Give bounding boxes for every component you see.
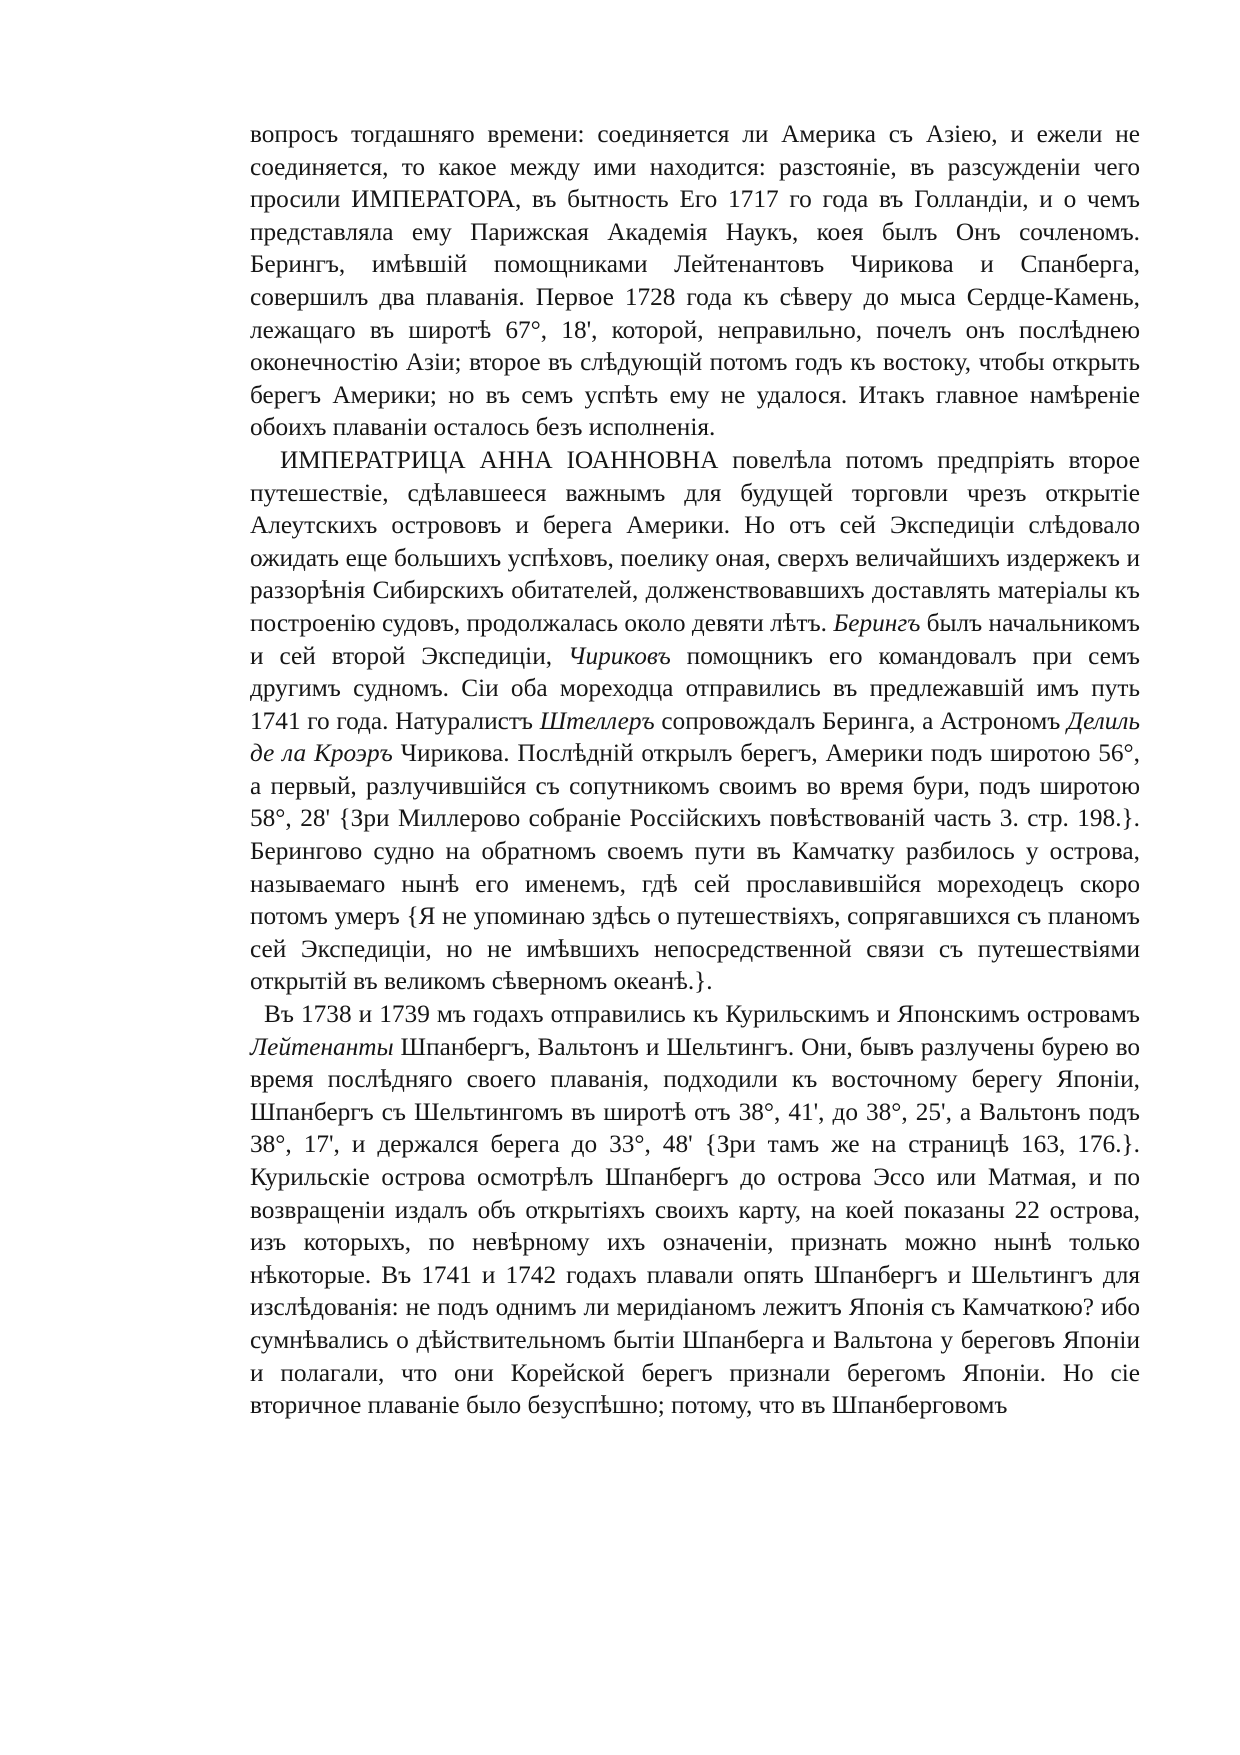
paragraph-anna-ioannovna [250, 444, 1140, 998]
italic-name: Чириковъ [568, 641, 671, 670]
text-segment: сопровождалъ Беринга, а Астрономъ [654, 706, 1068, 735]
text-segment: Въ 1738 и 1739 мъ годахъ отправились къ Курильскимъ и Японскимъ островамъ [264, 1000, 1140, 1029]
text-segment: Чирикова. Послѣдній открылъ берегъ, Америки подъ широтою 56°, а первый, разлучившійся съ сопутникомъ своимъ во время бури, подъ широтою 58°, 28' {Зри Миллерово собраніе Россійскихъ повѣствованій часть 3. стр. 198.}. Берингово судно на обратномъ своемъ пути въ Камчатку разбилось у острова, называемаго нынѣ его именемъ, гдѣ сей прославившійся мореходецъ скоро потомъ умеръ {Я не упоминаю здѣсь о путешествіяхъ, сопрягавшихся съ планомъ сей Экспедиціи, но не имѣвшихъ непосредственной связи съ путешествіями открытій въ великомъ сѣверномъ океанѣ.}. [250, 739, 1141, 996]
italic-name: Делиль де ла Кроэръ [250, 706, 1140, 768]
paragraph-continuation [250, 118, 1140, 444]
paragraph-kuril-expedition [250, 998, 1140, 1422]
italic-name: Берингъ [833, 608, 921, 637]
italic-name: Штеллеръ [539, 706, 655, 735]
text-segment: ИМПЕРАТРИЦА АННА ІОАННОВНА повелѣла потомъ предпріять второе путешествіе, сдѣлавшееся важнымъ для будущей торговли чрезъ открытіе Алеутскихъ острововъ и берега Америки. Но отъ сей Экспедиціи слѣдовало ожидать еще большихъ успѣховъ, поелику оная, сверхъ величайшихъ издержекъ и раззорѣнія Сибирскихъ обитателей, долженствовавшихъ доставлять матеріалы къ построенію судовъ, продолжалась около девяти лѣтъ. [250, 445, 1140, 637]
text-segment: вопросъ тогдашняго времени: соединяется ли Америка съ Азіею, и ежели не соединяется, то какое между ими находится: разстояніе, въ разсужденіи чего просили ИМПЕРАТОРА, въ бытность Его 1717 го года въ Голландіи, и о чемъ представляла ему Парижская Академія Наукъ, коея былъ Онъ сочленомъ. Берингъ, имѣвшій помощниками Лейтенантовъ Чирикова и Спанберга, совершилъ два плаванія. Первое 1728 года къ сѣверу до мыса Сердце-Камень, лежащаго въ широтѣ 67°, 18', которой, неправильно, почелъ онъ послѣднею оконечностію Азіи; второе въ слѣдующій потомъ годъ къ востоку, чтобы открыть берегъ Америки; но въ семъ успѣть ему не удалося. Итакъ главное намѣреніе обоихъ плаваніи осталось безъ исполненія. [250, 120, 1140, 442]
text-segment: Шпанбергъ, Вальтонъ и Шельтингъ. Они, бывъ разлучены бурею во время послѣдняго своего плаванія, подходили къ восточному берегу Японіи, Шпанбергъ съ Шельтингомъ въ широтѣ отъ 38°, 41', до 38°, 25', а Вальтонъ подъ 38°, 17', и держался берега до 33°, 48' {Зри тамъ же на страницѣ 163, 176.}. Курильскіе острова осмотрѣлъ Шпанбергъ до острова Эссо или Матмая, и по возвращеніи издалъ объ открытіяхъ своихъ карту, на коей показаны 22 острова, изъ которыхъ, по невѣрному ихъ означеніи, признать можно нынѣ только нѣкоторые. Въ 1741 и 1742 годахъ плавали опять Шпанбергъ и Шельтингъ для изслѣдованія: не подъ однимъ ли меридіаномъ лежитъ Японія съ Камчаткою? ибо сумнѣвались о дѣйствительномъ бытіи Шпанберга и Вальтона у береговъ Японіи и полагали, что они Корейской берегъ признали берегомъ Японіи. Но сіе вторичное плаваніе было безуспѣшно; потому, что въ Шпанберговомъ [250, 1032, 1140, 1420]
italic-name: Лейтенанты [250, 1032, 394, 1061]
text-segment: былъ начальникомъ и сей второй Экспедиціи, [250, 608, 1140, 670]
text-segment: помощникъ его командовалъ при семъ другимъ судномъ. Сіи оба мореходца отправились въ предлежавшій имъ путь 1741 го года. Натуралистъ [250, 641, 1141, 735]
document-page [250, 118, 1140, 1422]
